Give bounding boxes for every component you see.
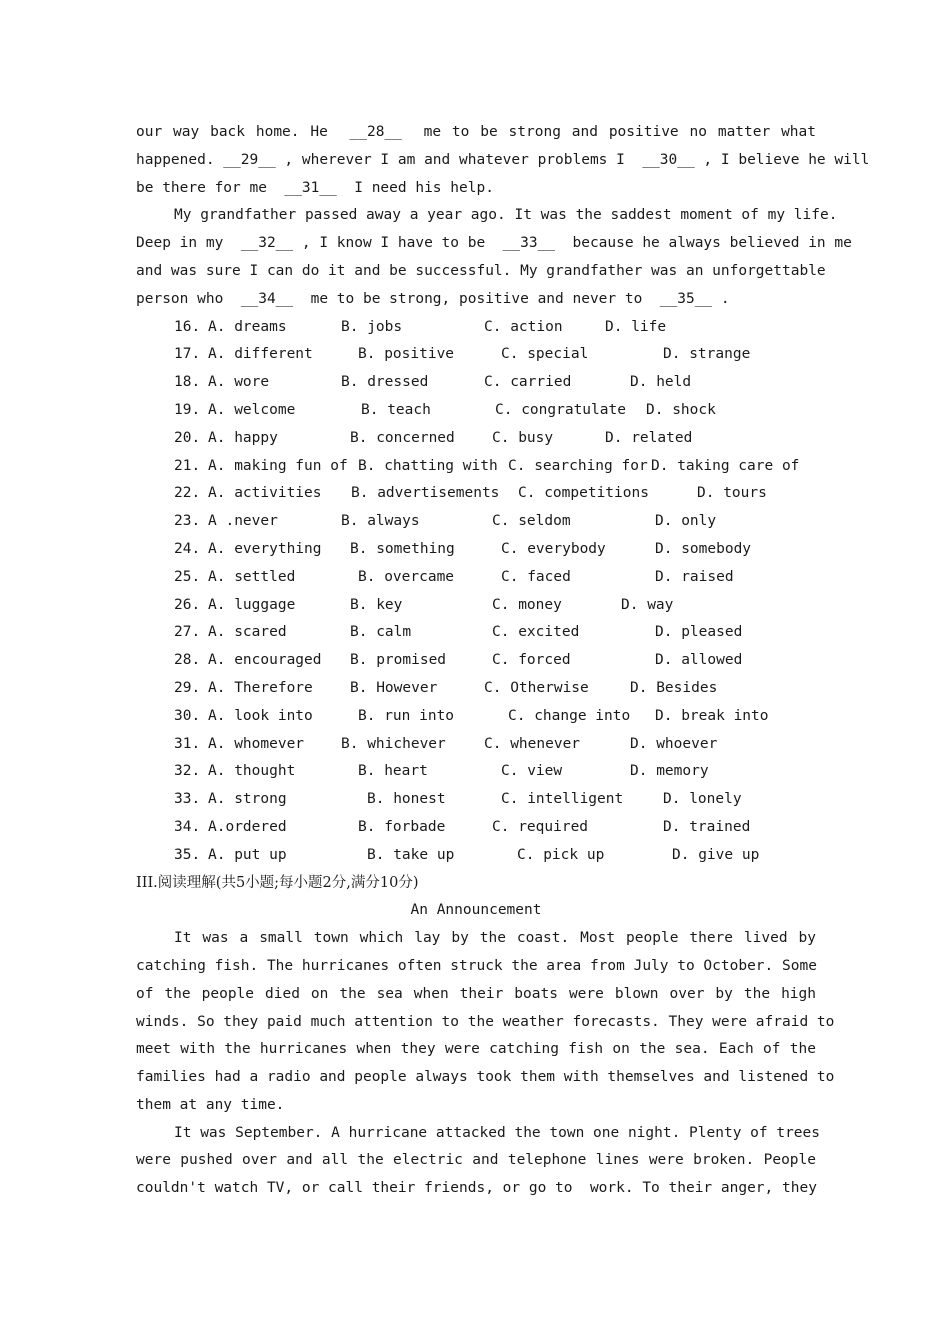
option-d: D. lonely [663, 791, 742, 808]
option-a: A. scared [208, 624, 287, 641]
option-d: D. pleased [655, 624, 743, 641]
option-d: D. memory [630, 763, 709, 780]
option-b: B. chatting with [358, 457, 498, 474]
option-d: D. allowed [655, 652, 743, 669]
option-c: C. faced [501, 568, 571, 585]
option-a: A. look into [208, 707, 313, 724]
option-b: B. positive [358, 346, 455, 363]
option-d: D. trained [663, 818, 751, 835]
option-d: D. shock [646, 401, 716, 418]
option-c: C. Otherwise [484, 679, 589, 696]
section-heading: III.阅读理解(共5小题;每小题2分,满分10分) [136, 874, 419, 891]
option-b: B. promised [350, 652, 447, 669]
option-b: B. teach [361, 401, 431, 418]
option-c: C. action [484, 318, 563, 335]
option-c: C. congratulate [495, 401, 626, 418]
option-b: B. calm [350, 624, 412, 641]
option-a: A. Therefore [208, 679, 313, 696]
option-c: C. seldom [492, 513, 571, 530]
article-line: meet with the hurricanes when they were catching fish on the sea. Each of the [136, 1041, 816, 1058]
option-row [136, 842, 816, 870]
option-row [136, 314, 816, 342]
option-row [136, 592, 816, 620]
question-number: 26. [174, 596, 201, 613]
question-number: 17. [174, 346, 201, 363]
passage-line: our way back home. He __28__ me to be strong and positive no matter what [136, 124, 816, 140]
option-row [136, 786, 816, 814]
option-row [136, 508, 816, 536]
option-d: D. whoever [630, 735, 718, 752]
option-d: D. give up [672, 846, 760, 863]
question-number: 30. [174, 707, 201, 724]
option-b: B. concerned [350, 429, 455, 446]
option-c: C. change into [508, 707, 631, 724]
option-b: B. jobs [341, 318, 403, 335]
option-a: A. wore [208, 374, 270, 391]
option-c: C. special [501, 346, 589, 363]
passage-line: and was sure I can do it and be successful. My grandfather was an unforgettable [136, 262, 826, 279]
option-b: B. something [350, 540, 455, 557]
option-b: B. take up [367, 846, 455, 863]
exam-page [136, 119, 870, 1203]
question-number: 33. [174, 791, 201, 808]
article-line: of the people died on the sea when their boats were blown over by the high [136, 985, 816, 1002]
option-c: C. forced [492, 652, 571, 669]
option-row [136, 731, 816, 759]
option-c: C. intelligent [501, 791, 624, 808]
article-line: them at any time. [136, 1096, 285, 1113]
option-a: A. everything [208, 540, 322, 557]
option-a: A.ordered [208, 818, 287, 835]
option-b: B. advertisements [351, 485, 500, 502]
question-number: 25. [174, 568, 201, 585]
option-row [136, 619, 816, 647]
option-d: D. held [630, 374, 692, 391]
option-row [136, 341, 816, 369]
option-row [136, 536, 816, 564]
option-a: A. put up [208, 846, 287, 863]
article-line: It was a small town which lay by the coast. Most people there lived by [174, 930, 816, 947]
option-a: A. welcome [208, 401, 296, 418]
option-a: A. thought [208, 763, 296, 780]
passage-line: My grandfather passed away a year ago. It was the saddest moment of my life. [174, 207, 838, 224]
question-number: 23. [174, 513, 201, 530]
option-d: D. somebody [655, 540, 752, 557]
option-b: B. whichever [341, 735, 446, 752]
option-row [136, 453, 816, 481]
option-c: C. view [501, 763, 563, 780]
option-d: D. tours [697, 485, 767, 502]
option-a: A. settled [208, 568, 296, 585]
option-b: B. key [350, 596, 403, 613]
option-c: C. searching for [508, 457, 648, 474]
question-number: 16. [174, 318, 201, 335]
option-d: D. break into [655, 707, 769, 724]
option-d: D. only [655, 513, 717, 530]
option-row [136, 758, 816, 786]
passage-line: Deep in my __32__ , I know I have to be __33__ because he always believed in me [136, 235, 852, 252]
option-row [136, 814, 816, 842]
option-row [136, 425, 816, 453]
question-number: 22. [174, 485, 201, 502]
option-c: C. excited [492, 624, 580, 641]
option-row [136, 397, 816, 425]
article-title: An Announcement [410, 902, 542, 919]
option-b: B. honest [367, 791, 446, 808]
option-d: D. raised [655, 568, 734, 585]
article-line: winds. So they paid much attention to the weather forecasts. They were afraid to [136, 1013, 835, 1030]
question-number: 31. [174, 735, 201, 752]
passage-line: person who __34__ me to be strong, positive and never to __35__ . [136, 290, 730, 307]
option-a: A. whomever [208, 735, 305, 752]
option-c: C. required [492, 818, 589, 835]
question-number: 35. [174, 846, 201, 863]
option-d: D. strange [663, 346, 751, 363]
option-a: A. dreams [208, 318, 287, 335]
passage-line: happened. __29__ , wherever I am and whatever problems I __30__ , I believe he will [136, 151, 870, 168]
option-b: B. always [341, 513, 420, 530]
option-b: B. dressed [341, 374, 429, 391]
option-a: A. different [208, 346, 313, 363]
option-c: C. money [492, 596, 562, 613]
option-a: A. encouraged [208, 652, 322, 669]
option-d: D. way [621, 596, 674, 613]
option-c: C. pick up [517, 846, 605, 863]
question-number: 34. [174, 818, 201, 835]
question-number: 20. [174, 429, 201, 446]
option-row [136, 647, 816, 675]
question-number: 32. [174, 763, 201, 780]
option-a: A. luggage [208, 596, 296, 613]
question-number: 18. [174, 374, 201, 391]
option-d: D. related [605, 429, 693, 446]
option-c: C. carried [484, 374, 572, 391]
option-a: A. making fun of [208, 457, 348, 474]
question-number: 21. [174, 457, 201, 474]
option-row [136, 369, 816, 397]
question-number: 19. [174, 401, 201, 418]
option-a: A. happy [208, 429, 278, 446]
passage-line: be there for me __31__ I need his help. [136, 179, 494, 196]
article-line: catching fish. The hurricanes often struck the area from July to October. Some [136, 957, 817, 974]
option-row [136, 675, 816, 703]
option-a: A .never [208, 513, 278, 530]
option-b: B. run into [358, 707, 455, 724]
option-d: D. Besides [630, 679, 718, 696]
option-row [136, 564, 816, 592]
article-line: were pushed over and all the electric and telephone lines were broken. People [136, 1152, 816, 1169]
question-number: 29. [174, 679, 201, 696]
option-a: A. strong [208, 791, 287, 808]
option-b: B. heart [358, 763, 428, 780]
option-b: B. However [350, 679, 438, 696]
article-line: families had a radio and people always took them with themselves and listened to [136, 1069, 835, 1086]
question-number: 28. [174, 652, 201, 669]
option-c: C. competitions [518, 485, 649, 502]
option-d: D. life [605, 318, 667, 335]
option-c: C. whenever [484, 735, 581, 752]
option-c: C. busy [492, 429, 554, 446]
article-line: It was September. A hurricane attacked the town one night. Plenty of trees [174, 1124, 821, 1141]
option-b: B. overcame [358, 568, 455, 585]
option-row [136, 480, 816, 508]
option-c: C. everybody [501, 540, 606, 557]
options-list [136, 314, 816, 870]
option-row [136, 703, 816, 731]
question-number: 27. [174, 624, 201, 641]
option-b: B. forbade [358, 818, 446, 835]
option-d: D. taking care of [651, 457, 800, 474]
question-number: 24. [174, 540, 201, 557]
option-a: A. activities [208, 485, 322, 502]
article-line: couldn't watch TV, or call their friends, or go to work. To their anger, they [136, 1180, 817, 1197]
